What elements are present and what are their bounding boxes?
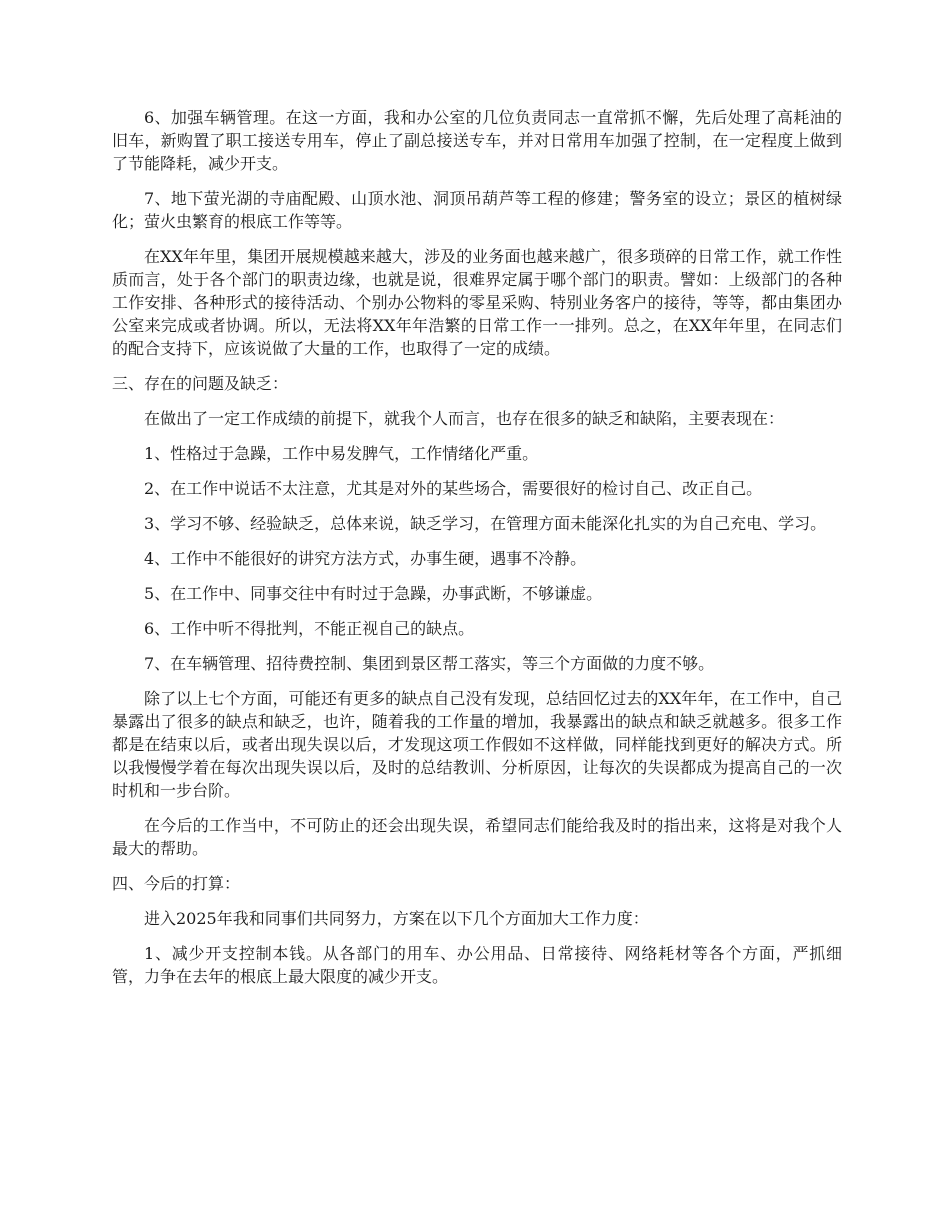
list-item-problem-7: 7、在车辆管理、招待费控制、集团到景区帮工落实，等三个方面做的力度不够。 <box>144 654 715 673</box>
paragraph-reflection: 除了以上七个方面，可能还有更多的缺点自己没有发现，总结回忆过去的XX年年，在工作中，自己暴露出了很多的缺点和缺乏，也许，随着我的工作量的增加，我暴露出的缺点和缺乏就越多。很多工作都是在结束以后，或者出现失误以后，才发现这项工作假如不这样做，同样能找到更好的解决方式。所以我慢慢学着在每次出现失误以后，及时的总结教训、分析原因，让每次的失误都成为提高自己的一次时机和一步台阶。 <box>112 689 842 800</box>
paragraph-plans-intro: 进入2025年我和同事们共同努力，方案在以下几个方面加大工作力度： <box>144 909 649 928</box>
paragraph-problems-intro: 在做出了一定工作成绩的前提下，就我个人而言，也存在很多的缺乏和缺陷，主要表现在： <box>144 409 785 428</box>
paragraph-future-mistakes: 在今后的工作当中，不可防止的还会出现失误，希望同志们能给我及时的指出来，这将是对我个人最大的帮助。 <box>112 816 842 858</box>
list-item-problem-3: 3、学习不够、经验缺乏，总体来说，缺乏学习，在管理方面未能深化扎实的为自己充电、学习。 <box>144 514 827 533</box>
list-item-problem-5: 5、在工作中、同事交往中有时过于急躁，办事武断，不够谦虚。 <box>144 584 603 603</box>
list-item-problem-1: 1、性格过于急躁，工作中易发脾气，工作情绪化严重。 <box>144 444 539 463</box>
list-item-problem-2: 2、在工作中说话不太注意，尤其是对外的某些场合，需要很好的检讨自己、改正自己。 <box>144 479 763 498</box>
section-heading-plans: 四、今后的打算： <box>112 874 241 893</box>
list-item-problem-4: 4、工作中不能很好的讲究方法方式，办事生硬，遇事不冷静。 <box>144 549 587 568</box>
paragraph-construction-projects: 7、地下萤光湖的寺庙配殿、山顶水池、洞顶吊葫芦等工程的修建；警务室的设立；景区的植树绿化；萤火虫繁育的根底工作等等。 <box>112 189 842 231</box>
paragraph-vehicle-management: 6、加强车辆管理。在这一方面，我和办公室的几位负责同志一直常抓不懈，先后处理了高耗油的旧车，新购置了职工接送专用车，停止了副总接送专车，并对日常用车加强了控制，在一定程度上做到了节能降耗，减少开支。 <box>112 108 842 173</box>
list-item-problem-6: 6、工作中听不得批判，不能正视自己的缺点。 <box>144 619 475 638</box>
section-heading-problems: 三、存在的问题及缺乏： <box>112 374 289 393</box>
list-item-plan-1: 1、减少开支控制本钱。从各部门的用车、办公用品、日常接待、网络耗材等各个方面，严抓细管，力争在去年的根底上最大限度的减少开支。 <box>112 944 842 986</box>
paragraph-daily-work-summary: 在XX年年里，集团开展规模越来越大，涉及的业务面也越来越广，很多琐碎的日常工作，就工作性质而言，处于各个部门的职责边缘，也就是说，很难界定属于哪个部门的职责。譬如：上级部门的各种工作安排、各种形式的接待活动、个别办公物料的零星采购、特别业务客户的接待，等等，都由集团办公室来完成或者协调。所以，无法将XX年年浩繁的日常工作一一排列。总之，在XX年年里，在同志们的配合支持下，应该说做了大量的工作，也取得了一定的成绩。 <box>112 247 842 358</box>
document-page <box>112 106 842 1000</box>
